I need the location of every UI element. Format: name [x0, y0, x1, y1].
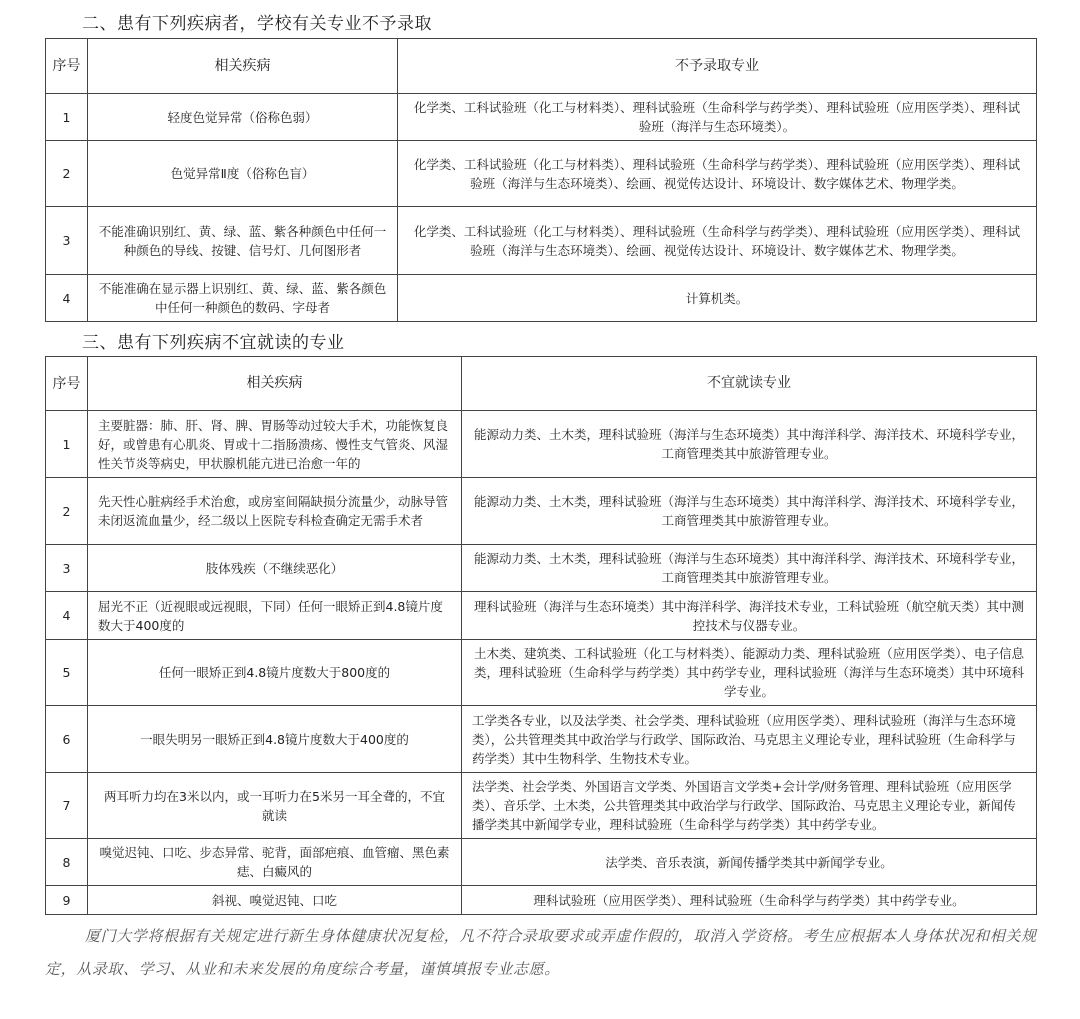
disease-cell: 斜视、嗅觉迟钝、口吃 [88, 886, 462, 915]
seq-cell: 9 [46, 886, 88, 915]
seq-cell: 4 [46, 275, 88, 322]
disease-cell: 轻度色觉异常（俗称色弱） [88, 94, 398, 141]
section2-table [45, 38, 1037, 322]
table-row [46, 478, 1037, 545]
seq-cell: 3 [46, 207, 88, 275]
footer-note [45, 920, 1045, 986]
majors-cell: 化学类、工科试验班（化工与材料类）、理科试验班（生命科学与药学类）、理科试验班（应用医学类）、理科试验班（海洋与生态环境类）、绘画、视觉传达设计、环境设计、数字媒体艺术、物理学类。 [398, 207, 1037, 275]
majors-cell: 工学类各专业，以及法学类、社会学类、理科试验班（应用医学类）、理科试验班（海洋与生态环境类），公共管理类其中政治学与行政学、国际政治、马克思主义理论专业，理科试验班（生命科学与药学类）其中生物科学、生物技术专业。 [462, 706, 1037, 773]
majors-cell: 能源动力类、土木类，理科试验班（海洋与生态环境类）其中海洋科学、海洋技术、环境科学专业，工商管理类其中旅游管理专业。 [462, 545, 1037, 592]
section3-table [45, 356, 1037, 915]
table-row [46, 545, 1037, 592]
table-row [46, 94, 1037, 141]
footer-text: 厦门大学将根据有关规定进行新生身体健康状况复检，凡不符合录取要求或弄虚作假的，取消入学资格。考生应根据本人身体状况和相关规定，从录取、学习、从业和未来发展的角度综合考量，谨慎填报专业志愿。 [45, 927, 1037, 978]
table-row [46, 839, 1037, 886]
table-row [46, 275, 1037, 322]
disease-cell: 主要脏器：肺、肝、肾、脾、胃肠等动过较大手术，功能恢复良好，或曾患有心肌炎、胃或十二指肠溃疡、慢性支气管炎、风湿性关节炎等病史，甲状腺机能亢进已治愈一年的 [88, 411, 462, 478]
seq-cell: 2 [46, 478, 88, 545]
majors-cell: 法学类、音乐表演，新闻传播学类其中新闻学专业。 [462, 839, 1037, 886]
majors-cell: 理科试验班（应用医学类）、理科试验班（生命科学与药学类）其中药学专业。 [462, 886, 1037, 915]
disease-header: 相关疾病 [88, 39, 398, 94]
table-row [46, 886, 1037, 915]
majors-header: 不予录取专业 [398, 39, 1037, 94]
seq-header: 序号 [46, 357, 88, 411]
table-row [46, 411, 1037, 478]
disease-cell: 嗅觉迟钝、口吃、步态异常、驼背，面部疤痕、血管瘤、黑色素痣、白癜风的 [88, 839, 462, 886]
majors-cell: 计算机类。 [398, 275, 1037, 322]
disease-cell: 先天性心脏病经手术治愈，或房室间隔缺损分流量少，动脉导管未闭返流血量少，经二级以上医院专科检查确定无需手术者 [88, 478, 462, 545]
disease-cell: 不能准确识别红、黄、绿、蓝、紫各种颜色中任何一种颜色的导线、按键、信号灯、几何图形者 [88, 207, 398, 275]
disease-cell: 任何一眼矫正到4.8镜片度数大于800度的 [88, 640, 462, 706]
majors-cell: 能源动力类、土木类，理科试验班（海洋与生态环境类）其中海洋科学、海洋技术、环境科学专业，工商管理类其中旅游管理专业。 [462, 478, 1037, 545]
seq-cell: 2 [46, 141, 88, 207]
disease-cell: 两耳听力均在3米以内，或一耳听力在5米另一耳全聋的，不宜就读 [88, 773, 462, 839]
disease-cell: 一眼失明另一眼矫正到4.8镜片度数大于400度的 [88, 706, 462, 773]
seq-cell: 5 [46, 640, 88, 706]
seq-cell: 1 [46, 94, 88, 141]
table-header-row [46, 357, 1037, 411]
section2-title: 二、患有下列疾病者，学校有关专业不予录取 [82, 14, 432, 34]
disease-cell: 肢体残疾（不继续恶化） [88, 545, 462, 592]
seq-cell: 6 [46, 706, 88, 773]
table-header-row [46, 39, 1037, 94]
majors-cell: 土木类、建筑类、工科试验班（化工与材料类）、能源动力类、理科试验班（应用医学类）、电子信息类，理科试验班（生命科学与药学类）其中药学专业，理科试验班（海洋与生态环境类）其中环境科学专业。 [462, 640, 1037, 706]
majors-cell: 能源动力类、土木类，理科试验班（海洋与生态环境类）其中海洋科学、海洋技术、环境科学专业，工商管理类其中旅游管理专业。 [462, 411, 1037, 478]
disease-cell: 不能准确在显示器上识别红、黄、绿、蓝、紫各颜色中任何一种颜色的数码、字母者 [88, 275, 398, 322]
table-row [46, 640, 1037, 706]
table-row [46, 706, 1037, 773]
seq-cell: 3 [46, 545, 88, 592]
table-row [46, 207, 1037, 275]
majors-cell: 化学类、工科试验班（化工与材料类）、理科试验班（生命科学与药学类）、理科试验班（应用医学类）、理科试验班（海洋与生态环境类）、绘画、视觉传达设计、环境设计、数字媒体艺术、物理学类。 [398, 141, 1037, 207]
table-row [46, 773, 1037, 839]
majors-cell: 法学类、社会学类、外国语言文学类、外国语言文学类+会计学/财务管理、理科试验班（应用医学类）、音乐学、土木类，公共管理类其中政治学与行政学、国际政治、马克思主义理论专业，新闻传播学类其中新闻学专业，理科试验班（生命科学与药学类）其中药学专业。 [462, 773, 1037, 839]
seq-cell: 8 [46, 839, 88, 886]
disease-cell: 色觉异常Ⅱ度（俗称色盲） [88, 141, 398, 207]
disease-cell: 屈光不正（近视眼或远视眼，下同）任何一眼矫正到4.8镜片度数大于400度的 [88, 592, 462, 640]
seq-header: 序号 [46, 39, 88, 94]
table-row [46, 141, 1037, 207]
section3-title: 三、患有下列疾病不宜就读的专业 [82, 333, 345, 353]
seq-cell: 1 [46, 411, 88, 478]
majors-cell: 化学类、工科试验班（化工与材料类）、理科试验班（生命科学与药学类）、理科试验班（应用医学类）、理科试验班（海洋与生态环境类）。 [398, 94, 1037, 141]
majors-header: 不宜就读专业 [462, 357, 1037, 411]
majors-cell: 理科试验班（海洋与生态环境类）其中海洋科学、海洋技术专业，工科试验班（航空航天类）其中测控技术与仪器专业。 [462, 592, 1037, 640]
seq-cell: 4 [46, 592, 88, 640]
seq-cell: 7 [46, 773, 88, 839]
table-row [46, 592, 1037, 640]
disease-header: 相关疾病 [88, 357, 462, 411]
